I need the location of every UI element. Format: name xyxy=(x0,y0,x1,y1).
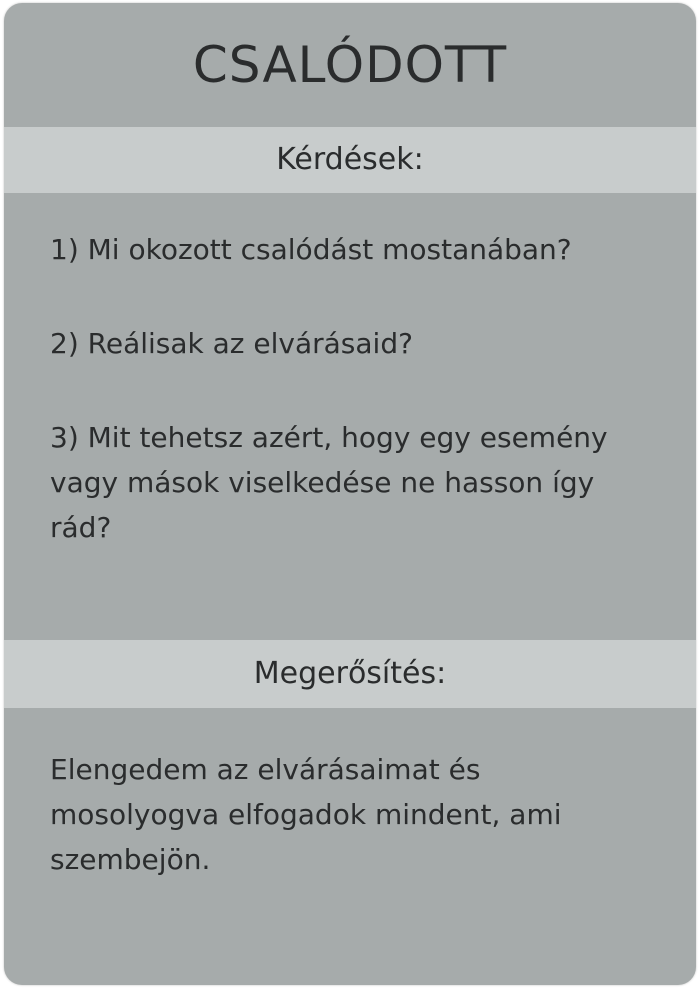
questions-heading: Kérdések: xyxy=(4,127,696,193)
affirmation-text: Elengedem az elvárásaimat és mosolyogva elfogadok mindent, ami szembejön. xyxy=(50,753,562,876)
emotion-card xyxy=(4,3,696,985)
question-1: 1) Mi okozott csalódást mostanában? xyxy=(50,233,572,266)
affirmation-heading: Megerősítés: xyxy=(4,640,696,708)
card-title: CSALÓDOTT xyxy=(192,36,508,94)
question-3: 3) Mit tehetsz azért, hogy egy esemény vagy mások viselkedése ne hasson így rád? xyxy=(50,421,608,544)
question-2: 2) Reálisak az elvárásaid? xyxy=(50,327,413,360)
